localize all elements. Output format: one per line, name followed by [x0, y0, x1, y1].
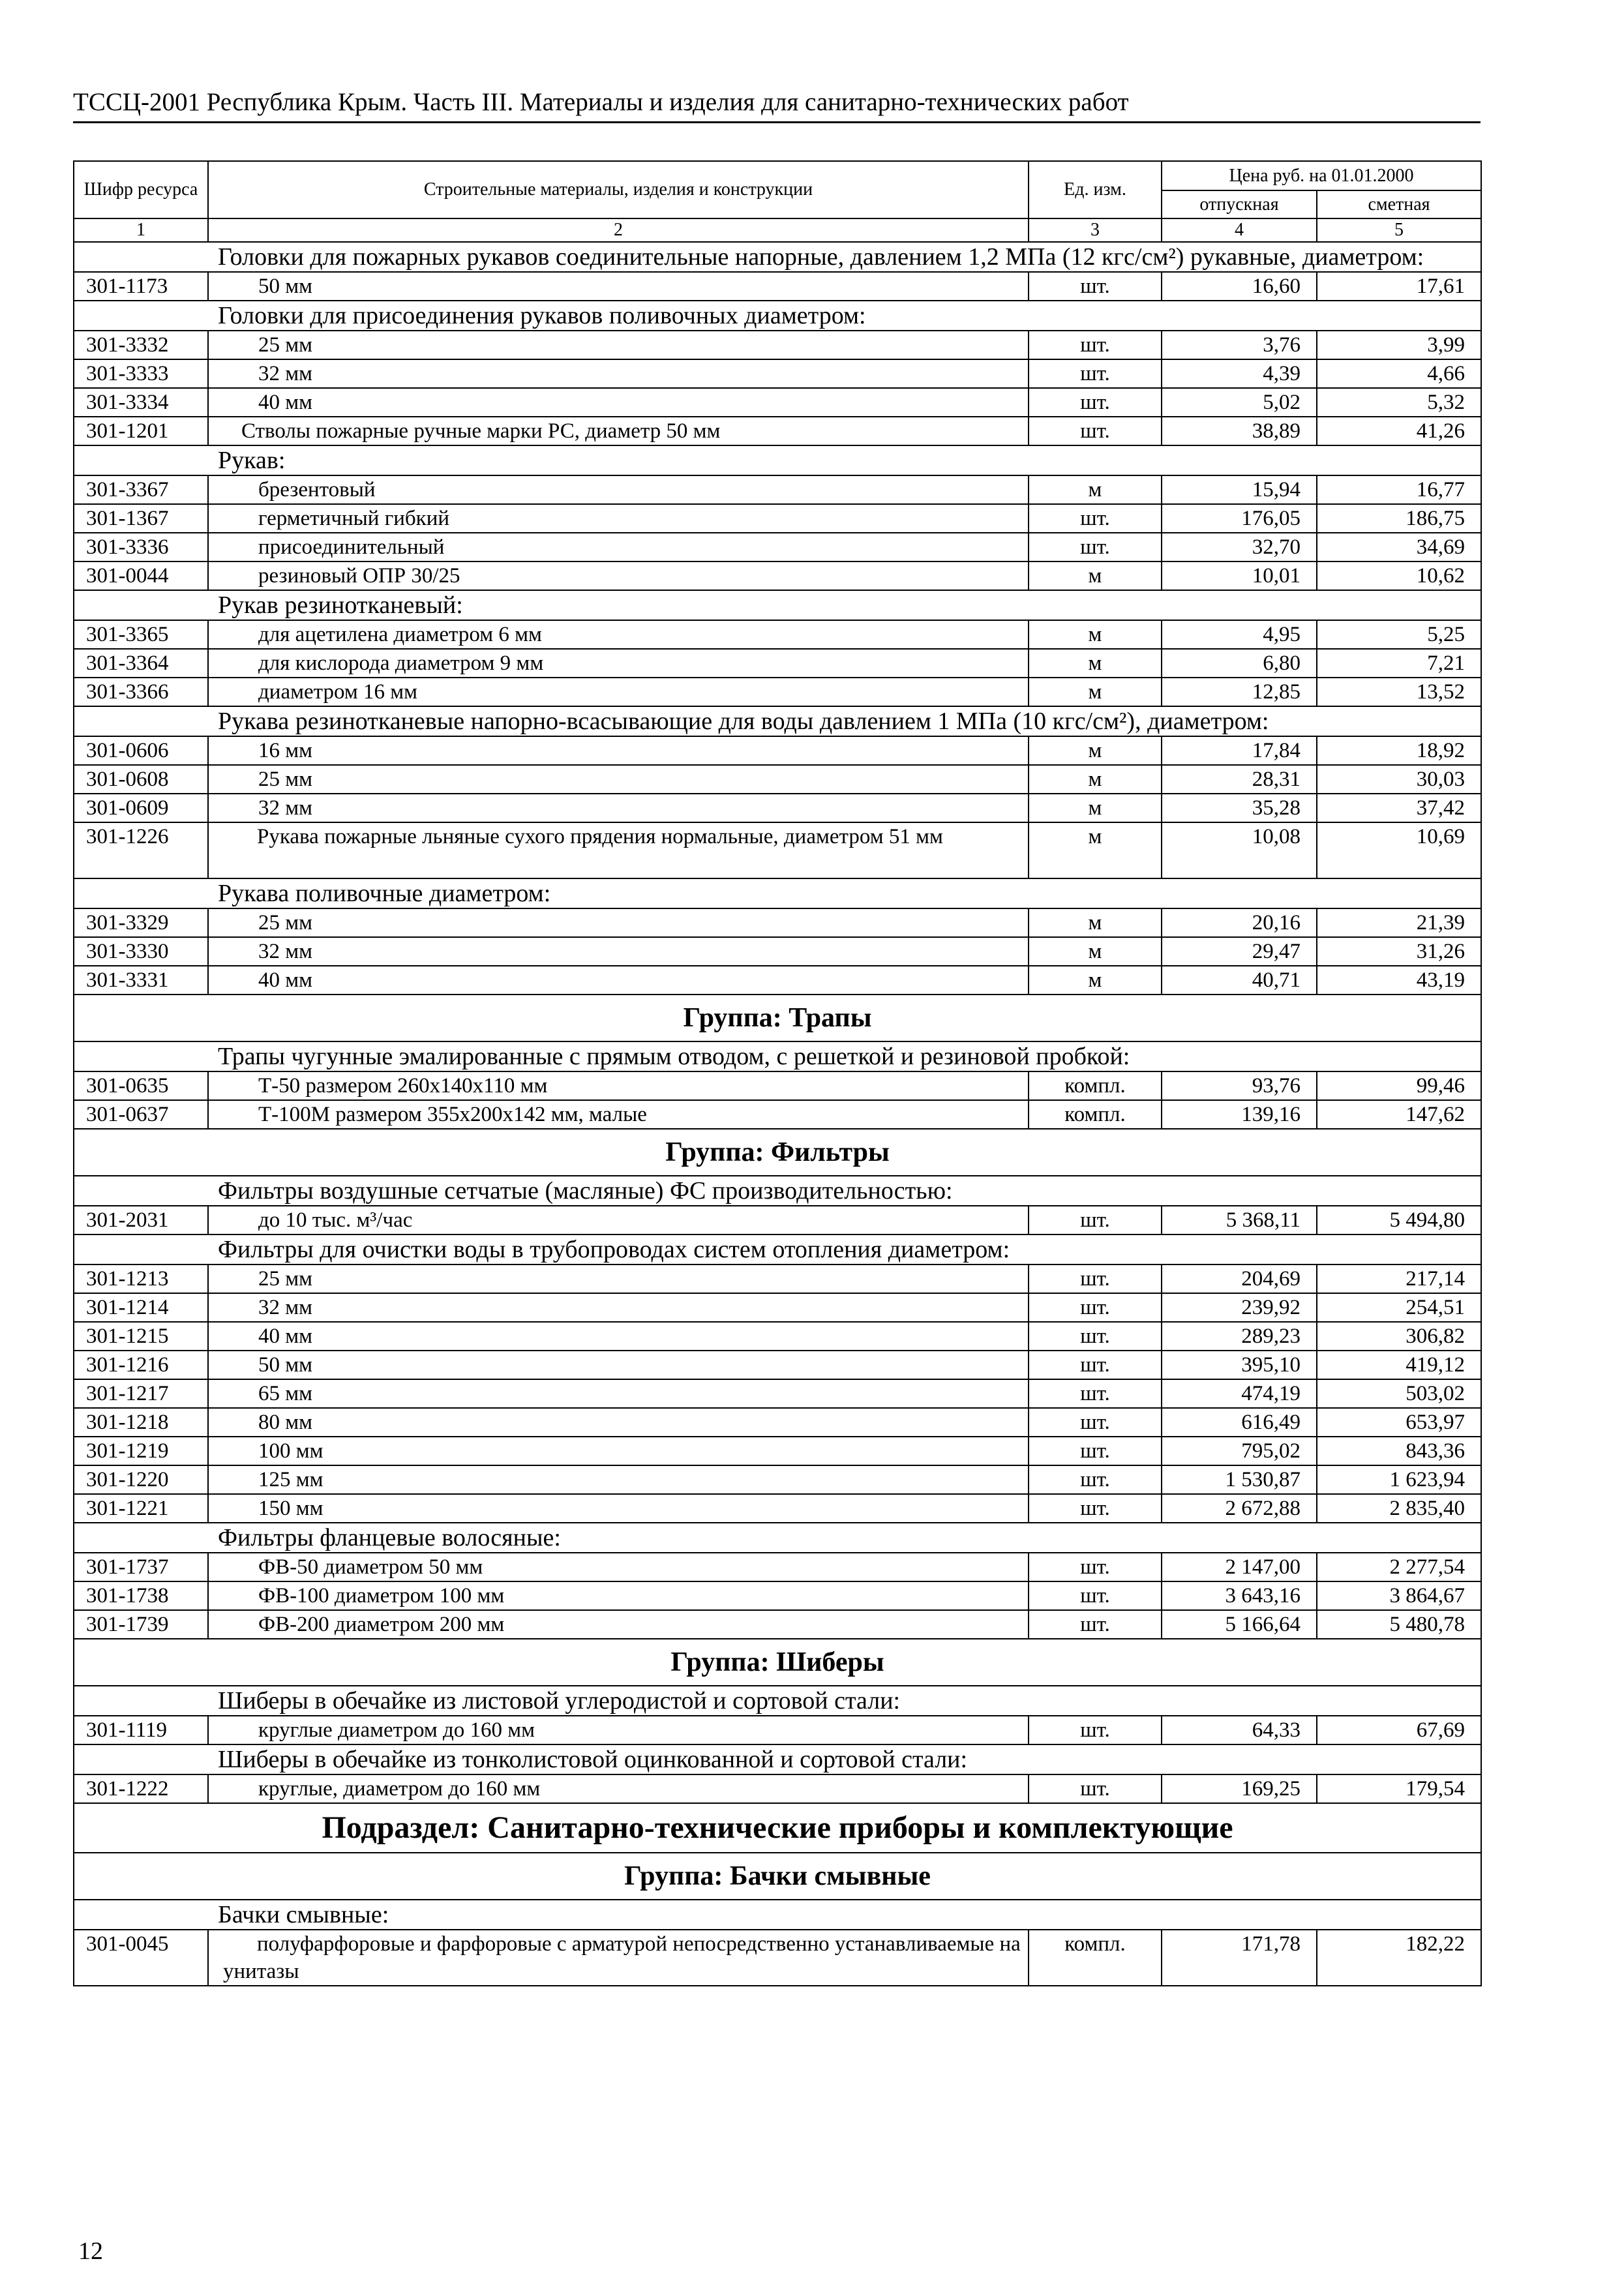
subheading-row — [74, 878, 1481, 908]
estimate-price: 21,39 — [1317, 908, 1481, 937]
group-heading-row — [74, 995, 1481, 1041]
table-row — [74, 1206, 1481, 1234]
resource-name: присоединительный — [208, 533, 1029, 561]
resource-code: 301-0044 — [74, 561, 208, 590]
col-header-unit: Ед. изм. — [1029, 161, 1162, 218]
table-row — [74, 1379, 1481, 1408]
resource-code: 301-1216 — [74, 1351, 208, 1379]
table-row — [74, 504, 1481, 533]
resource-code: 301-3336 — [74, 533, 208, 561]
release-price: 40,71 — [1162, 966, 1317, 995]
estimate-price: 254,51 — [1317, 1293, 1481, 1322]
resource-name: для кислорода диаметром 9 мм — [208, 649, 1029, 678]
resource-name: ФВ-200 диаметром 200 мм — [208, 1610, 1029, 1639]
resource-name: 50 мм — [208, 1351, 1029, 1379]
release-price: 10,08 — [1162, 822, 1317, 878]
release-price: 204,69 — [1162, 1264, 1317, 1293]
column-number: 1 — [74, 218, 208, 242]
resource-code: 301-1213 — [74, 1264, 208, 1293]
table-body — [74, 242, 1481, 1986]
resource-name: Т-50 размером 260х140х110 мм — [208, 1071, 1029, 1100]
unit-cell: шт. — [1029, 359, 1162, 388]
release-price: 64,33 — [1162, 1716, 1317, 1744]
resource-code: 301-1222 — [74, 1774, 208, 1803]
resource-name: 150 мм — [208, 1494, 1029, 1523]
resource-name: 65 мм — [208, 1379, 1029, 1408]
unit-cell: шт. — [1029, 1716, 1162, 1744]
subheading-row — [74, 1234, 1481, 1264]
table-row — [74, 908, 1481, 937]
unit-cell: м — [1029, 736, 1162, 765]
estimate-price: 18,92 — [1317, 736, 1481, 765]
table-row — [74, 331, 1481, 359]
resource-code: 301-0637 — [74, 1100, 208, 1129]
resource-code: 301-3330 — [74, 937, 208, 966]
unit-cell: м — [1029, 966, 1162, 995]
release-price: 93,76 — [1162, 1071, 1317, 1100]
subheading-row — [74, 1041, 1481, 1071]
subheading-row — [74, 1686, 1481, 1716]
unit-cell: шт. — [1029, 1581, 1162, 1610]
resource-code: 301-1226 — [74, 822, 208, 878]
resource-code: 301-3367 — [74, 475, 208, 504]
unit-cell: м — [1029, 649, 1162, 678]
estimate-price: 3,99 — [1317, 331, 1481, 359]
estimate-price: 3 864,67 — [1317, 1581, 1481, 1610]
estimate-price: 179,54 — [1317, 1774, 1481, 1803]
unit-cell: шт. — [1029, 1322, 1162, 1351]
release-price: 2 672,88 — [1162, 1494, 1317, 1523]
section-heading-row — [74, 1803, 1481, 1853]
resource-name: 40 мм — [208, 388, 1029, 417]
table-row — [74, 533, 1481, 561]
resource-name: 16 мм — [208, 736, 1029, 765]
resource-code: 301-3332 — [74, 331, 208, 359]
table-row — [74, 620, 1481, 649]
group-heading: Группа: Бачки смывные — [74, 1853, 1481, 1900]
subheading-text: Шиберы в обечайке из тонколистовой оцинкованной и сортовой стали: — [74, 1744, 1481, 1774]
estimate-price: 147,62 — [1317, 1100, 1481, 1129]
release-price: 35,28 — [1162, 794, 1317, 822]
table-row — [74, 1351, 1481, 1379]
release-price: 15,94 — [1162, 475, 1317, 504]
subheading-text: Рукав: — [74, 445, 1481, 475]
subheading-text: Фильтры фланцевые волосяные: — [74, 1523, 1481, 1553]
estimate-price: 4,66 — [1317, 359, 1481, 388]
release-price: 5 368,11 — [1162, 1206, 1317, 1234]
resource-code: 301-1217 — [74, 1379, 208, 1408]
table-row — [74, 794, 1481, 822]
resource-name: 32 мм — [208, 359, 1029, 388]
unit-cell: шт. — [1029, 1610, 1162, 1639]
unit-cell: шт. — [1029, 331, 1162, 359]
unit-cell: шт. — [1029, 1774, 1162, 1803]
table-row — [74, 649, 1481, 678]
col-header-estimate: сметная — [1317, 190, 1481, 218]
unit-cell: шт. — [1029, 1553, 1162, 1581]
resource-code: 301-0635 — [74, 1071, 208, 1100]
table-row — [74, 1264, 1481, 1293]
unit-cell: шт. — [1029, 1293, 1162, 1322]
estimate-price: 5 480,78 — [1317, 1610, 1481, 1639]
estimate-price: 10,62 — [1317, 561, 1481, 590]
group-heading: Группа: Шиберы — [74, 1639, 1481, 1686]
resource-name: ФВ-50 диаметром 50 мм — [208, 1553, 1029, 1581]
table-row — [74, 359, 1481, 388]
release-price: 169,25 — [1162, 1774, 1317, 1803]
resource-name: 25 мм — [208, 331, 1029, 359]
subheading-text: Рукава поливочные диаметром: — [74, 878, 1481, 908]
unit-cell: шт. — [1029, 1206, 1162, 1234]
subheading-text: Рукава резинотканевые напорно-всасывающие для воды давлением 1 МПа (10 кгс/см²), диаметром: — [74, 706, 1481, 736]
estimate-price: 2 277,54 — [1317, 1553, 1481, 1581]
unit-cell: шт. — [1029, 388, 1162, 417]
resource-code: 301-1215 — [74, 1322, 208, 1351]
table-row — [74, 1465, 1481, 1494]
estimate-price: 182,22 — [1317, 1930, 1481, 1986]
estimate-price: 30,03 — [1317, 765, 1481, 794]
release-price: 171,78 — [1162, 1930, 1317, 1986]
release-price: 289,23 — [1162, 1322, 1317, 1351]
estimate-price: 99,46 — [1317, 1071, 1481, 1100]
table-row — [74, 765, 1481, 794]
subheading-row — [74, 706, 1481, 736]
unit-cell: компл. — [1029, 1100, 1162, 1129]
resource-code: 301-1201 — [74, 417, 208, 445]
estimate-price: 31,26 — [1317, 937, 1481, 966]
release-price: 29,47 — [1162, 937, 1317, 966]
resource-name: 25 мм — [208, 1264, 1029, 1293]
resource-name: 25 мм — [208, 908, 1029, 937]
unit-cell: м — [1029, 822, 1162, 878]
release-price: 10,01 — [1162, 561, 1317, 590]
page-header: ТССЦ-2001 Республика Крым. Часть III. Материалы и изделия для санитарно-технических работ — [73, 83, 1481, 123]
unit-cell: шт. — [1029, 1494, 1162, 1523]
release-price: 395,10 — [1162, 1351, 1317, 1379]
unit-cell: шт. — [1029, 533, 1162, 561]
unit-cell: м — [1029, 794, 1162, 822]
resource-name: 40 мм — [208, 1322, 1029, 1351]
estimate-price: 67,69 — [1317, 1716, 1481, 1744]
table-row — [74, 1100, 1481, 1129]
release-price: 38,89 — [1162, 417, 1317, 445]
release-price: 4,95 — [1162, 620, 1317, 649]
estimate-price: 843,36 — [1317, 1437, 1481, 1465]
unit-cell: м — [1029, 908, 1162, 937]
group-heading-row — [74, 1639, 1481, 1686]
resource-code: 301-3331 — [74, 966, 208, 995]
table-row — [74, 1494, 1481, 1523]
table-row — [74, 388, 1481, 417]
resource-name: Рукава пожарные льняные сухого прядения нормальные, диаметром 51 мм — [208, 822, 1029, 878]
table-row — [74, 1610, 1481, 1639]
resource-code: 301-1738 — [74, 1581, 208, 1610]
resource-name: полуфарфоровые и фарфоровые с арматурой непосредственно устанавливаемые на унитазы — [208, 1930, 1029, 1986]
col-header-price: Цена руб. на 01.01.2000 — [1162, 161, 1481, 190]
resource-name: Т-100М размером 355х200х142 мм, малые — [208, 1100, 1029, 1129]
release-price: 16,60 — [1162, 272, 1317, 301]
subheading-text: Головки для присоединения рукавов поливочных диаметром: — [74, 301, 1481, 331]
estimate-price: 503,02 — [1317, 1379, 1481, 1408]
unit-cell: шт. — [1029, 504, 1162, 533]
resource-name: 125 мм — [208, 1465, 1029, 1494]
table-row — [74, 1322, 1481, 1351]
resource-code: 301-3329 — [74, 908, 208, 937]
estimate-price: 1 623,94 — [1317, 1465, 1481, 1494]
subheading-row — [74, 590, 1481, 620]
unit-cell: шт. — [1029, 272, 1162, 301]
resource-name: круглые, диаметром до 160 мм — [208, 1774, 1029, 1803]
subheading-text: Фильтры воздушные сетчатые (масляные) ФС производительностью: — [74, 1176, 1481, 1206]
table-row — [74, 1553, 1481, 1581]
subheading-text: Трапы чугунные эмалированные с прямым отводом, с решеткой и резиновой пробкой: — [74, 1041, 1481, 1071]
unit-cell: м — [1029, 475, 1162, 504]
subheading-text: Фильтры для очистки воды в трубопроводах систем отопления диаметром: — [74, 1234, 1481, 1264]
resource-code: 301-0045 — [74, 1930, 208, 1986]
estimate-price: 17,61 — [1317, 272, 1481, 301]
resource-name: брезентовый — [208, 475, 1029, 504]
resource-code: 301-3365 — [74, 620, 208, 649]
section-heading: Подраздел: Санитарно-технические приборы и комплектующие — [74, 1803, 1481, 1853]
resource-code: 301-1218 — [74, 1408, 208, 1437]
estimate-price: 419,12 — [1317, 1351, 1481, 1379]
release-price: 17,84 — [1162, 736, 1317, 765]
resource-code: 301-3333 — [74, 359, 208, 388]
resource-name: 100 мм — [208, 1437, 1029, 1465]
unit-cell: шт. — [1029, 1379, 1162, 1408]
resource-code: 301-0609 — [74, 794, 208, 822]
resource-name: Стволы пожарные ручные марки РС, диаметр 50 мм — [208, 417, 1029, 445]
table-row — [74, 561, 1481, 590]
col-header-release: отпускная — [1162, 190, 1317, 218]
price-table — [73, 160, 1482, 1986]
resource-code: 301-0606 — [74, 736, 208, 765]
table-row — [74, 1408, 1481, 1437]
table-row — [74, 417, 1481, 445]
resource-name: 40 мм — [208, 966, 1029, 995]
resource-code: 301-1220 — [74, 1465, 208, 1494]
resource-code: 301-3366 — [74, 678, 208, 706]
resource-name: 32 мм — [208, 794, 1029, 822]
page-number: 12 — [78, 2237, 103, 2265]
group-heading-row — [74, 1129, 1481, 1176]
estimate-price: 13,52 — [1317, 678, 1481, 706]
estimate-price: 653,97 — [1317, 1408, 1481, 1437]
resource-code: 301-1214 — [74, 1293, 208, 1322]
estimate-price: 7,21 — [1317, 649, 1481, 678]
release-price: 5 166,64 — [1162, 1610, 1317, 1639]
estimate-price: 2 835,40 — [1317, 1494, 1481, 1523]
resource-name: 80 мм — [208, 1408, 1029, 1437]
unit-cell: м — [1029, 765, 1162, 794]
estimate-price: 306,82 — [1317, 1322, 1481, 1351]
subheading-row — [74, 1176, 1481, 1206]
release-price: 139,16 — [1162, 1100, 1317, 1129]
resource-name: герметичный гибкий — [208, 504, 1029, 533]
table-row — [74, 1437, 1481, 1465]
unit-cell: шт. — [1029, 1351, 1162, 1379]
unit-cell: шт. — [1029, 1465, 1162, 1494]
resource-name: 32 мм — [208, 937, 1029, 966]
col-header-code: Шифр ресурса — [74, 161, 208, 218]
estimate-price: 10,69 — [1317, 822, 1481, 878]
estimate-price: 34,69 — [1317, 533, 1481, 561]
estimate-price: 5 494,80 — [1317, 1206, 1481, 1234]
price-table-wrapper — [73, 160, 1481, 1986]
resource-code: 301-1737 — [74, 1553, 208, 1581]
table-row — [74, 937, 1481, 966]
column-number: 5 — [1317, 218, 1481, 242]
release-price: 6,80 — [1162, 649, 1317, 678]
resource-name: 32 мм — [208, 1293, 1029, 1322]
table-row — [74, 1293, 1481, 1322]
release-price: 32,70 — [1162, 533, 1317, 561]
group-heading-row — [74, 1853, 1481, 1900]
release-price: 616,49 — [1162, 1408, 1317, 1437]
release-price: 3 643,16 — [1162, 1581, 1317, 1610]
resource-name: до 10 тыс. м³/час — [208, 1206, 1029, 1234]
resource-name: круглые диаметром до 160 мм — [208, 1716, 1029, 1744]
column-number: 3 — [1029, 218, 1162, 242]
table-row — [74, 966, 1481, 995]
subheading-row — [74, 1523, 1481, 1553]
subheading-row — [74, 242, 1481, 272]
table-row — [74, 736, 1481, 765]
release-price: 1 530,87 — [1162, 1465, 1317, 1494]
unit-cell: шт. — [1029, 1264, 1162, 1293]
release-price: 4,39 — [1162, 359, 1317, 388]
unit-cell: шт. — [1029, 1437, 1162, 1465]
release-price: 5,02 — [1162, 388, 1317, 417]
subheading-text: Бачки смывные: — [74, 1900, 1481, 1930]
table-row — [74, 475, 1481, 504]
table-row — [74, 678, 1481, 706]
group-heading: Группа: Фильтры — [74, 1129, 1481, 1176]
column-number: 4 — [1162, 218, 1317, 242]
resource-code: 301-3364 — [74, 649, 208, 678]
resource-name: диаметром 16 мм — [208, 678, 1029, 706]
resource-name: 50 мм — [208, 272, 1029, 301]
resource-code: 301-0608 — [74, 765, 208, 794]
column-number: 2 — [208, 218, 1029, 242]
resource-code: 301-1173 — [74, 272, 208, 301]
unit-cell: м — [1029, 937, 1162, 966]
table-row — [74, 1071, 1481, 1100]
resource-code: 301-1739 — [74, 1610, 208, 1639]
unit-cell: м — [1029, 561, 1162, 590]
subheading-row — [74, 301, 1481, 331]
unit-cell: м — [1029, 620, 1162, 649]
estimate-price: 43,19 — [1317, 966, 1481, 995]
resource-code: 301-3334 — [74, 388, 208, 417]
group-heading: Группа: Трапы — [74, 995, 1481, 1041]
unit-cell: компл. — [1029, 1071, 1162, 1100]
table-row — [74, 1716, 1481, 1744]
release-price: 28,31 — [1162, 765, 1317, 794]
unit-cell: компл. — [1029, 1930, 1162, 1986]
release-price: 795,02 — [1162, 1437, 1317, 1465]
release-price: 474,19 — [1162, 1379, 1317, 1408]
estimate-price: 186,75 — [1317, 504, 1481, 533]
subheading-row — [74, 1744, 1481, 1774]
table-row — [74, 1930, 1481, 1986]
resource-code: 301-2031 — [74, 1206, 208, 1234]
resource-code: 301-1219 — [74, 1437, 208, 1465]
resource-name: для ацетилена диаметром 6 мм — [208, 620, 1029, 649]
table-row — [74, 822, 1481, 878]
subheading-row — [74, 1900, 1481, 1930]
release-price: 20,16 — [1162, 908, 1317, 937]
release-price: 176,05 — [1162, 504, 1317, 533]
unit-cell: шт. — [1029, 417, 1162, 445]
resource-code: 301-1221 — [74, 1494, 208, 1523]
release-price: 3,76 — [1162, 331, 1317, 359]
release-price: 12,85 — [1162, 678, 1317, 706]
resource-name: 25 мм — [208, 765, 1029, 794]
subheading-text: Головки для пожарных рукавов соединительные напорные, давлением 1,2 МПа (12 кгс/см²) рукавные, диаметром: — [74, 242, 1481, 272]
estimate-price: 5,25 — [1317, 620, 1481, 649]
release-price: 2 147,00 — [1162, 1553, 1317, 1581]
unit-cell: м — [1029, 678, 1162, 706]
resource-name: резиновый ОПР 30/25 — [208, 561, 1029, 590]
release-price: 239,92 — [1162, 1293, 1317, 1322]
subheading-row — [74, 445, 1481, 475]
estimate-price: 41,26 — [1317, 417, 1481, 445]
subheading-text: Рукав резинотканевый: — [74, 590, 1481, 620]
table-row — [74, 272, 1481, 301]
resource-name: ФВ-100 диаметром 100 мм — [208, 1581, 1029, 1610]
col-header-name: Строительные материалы, изделия и конструкции — [208, 161, 1029, 218]
column-numbers-row — [74, 218, 1481, 242]
estimate-price: 16,77 — [1317, 475, 1481, 504]
estimate-price: 37,42 — [1317, 794, 1481, 822]
estimate-price: 217,14 — [1317, 1264, 1481, 1293]
table-row — [74, 1581, 1481, 1610]
resource-code: 301-1367 — [74, 504, 208, 533]
subheading-text: Шиберы в обечайке из листовой углеродистой и сортовой стали: — [74, 1686, 1481, 1716]
resource-code: 301-1119 — [74, 1716, 208, 1744]
table-row — [74, 1774, 1481, 1803]
unit-cell: шт. — [1029, 1408, 1162, 1437]
estimate-price: 5,32 — [1317, 388, 1481, 417]
